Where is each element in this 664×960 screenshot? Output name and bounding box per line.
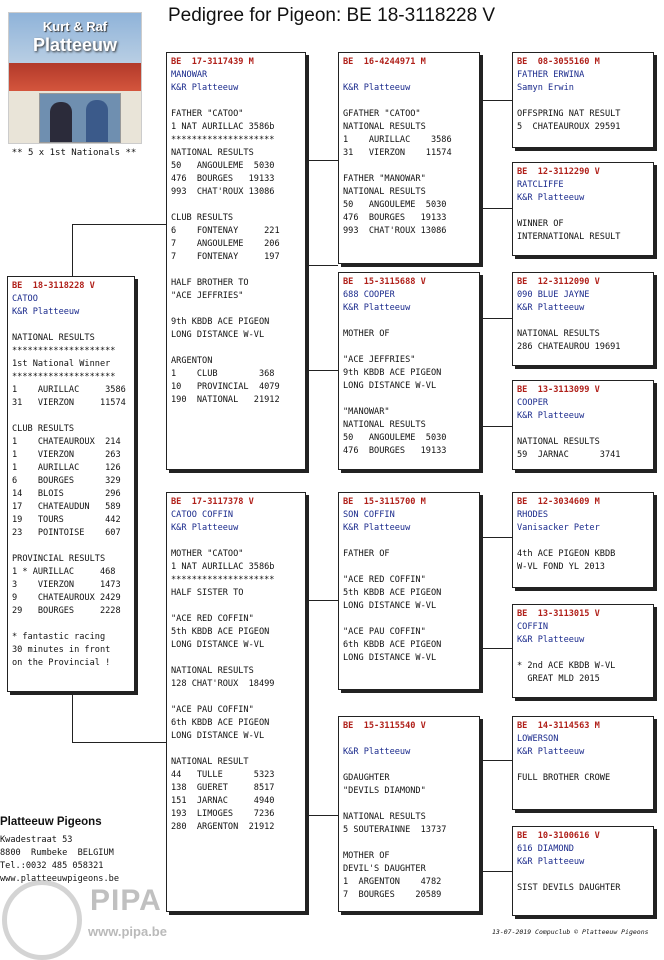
info-line: 286 CHATEAUROU 19691 <box>517 342 621 352</box>
info-line <box>12 410 130 423</box>
info-line: ******************** <box>171 135 275 145</box>
info-line: 476 BOURGES 19133 <box>343 213 447 223</box>
info-line <box>343 341 475 354</box>
info-line: 7 ANGOULEME 206 <box>171 239 280 249</box>
info-line: NATIONAL RESULTS <box>517 329 600 339</box>
info-line: "MANOWAR" <box>343 407 390 417</box>
info-line <box>517 535 649 548</box>
info-line <box>171 535 301 548</box>
info-line: WINNER OF <box>517 219 564 229</box>
info-line: 31 VIERZON 11574 <box>12 398 126 408</box>
pigeon-card-paternal-grandmother[interactable] <box>338 272 480 470</box>
info-line: NATIONAL RESULTS <box>343 420 426 430</box>
info-line: 29 BOURGES 2228 <box>12 606 121 616</box>
info-line: FATHER OF <box>343 549 390 559</box>
pipa-watermark-url: www.pipa.be <box>88 924 167 939</box>
pigeon-name: 688 COOPER <box>343 290 395 300</box>
pigeon-card-ggm-3[interactable] <box>512 604 654 698</box>
info-line <box>171 303 301 316</box>
info-line <box>343 393 475 406</box>
info-line: MOTHER OF <box>343 329 390 339</box>
pigeon-card-ggf-3[interactable] <box>512 492 654 588</box>
pigeon-name: MANOWAR <box>171 70 208 80</box>
tagline: ** 5 x 1st Nationals ** <box>11 148 137 158</box>
info-line <box>12 618 130 631</box>
logo-line2: Platteeuw <box>32 35 118 55</box>
info-line: 128 CHAT'ROUX 18499 <box>171 679 275 689</box>
info-line: MOTHER "CATOO" <box>171 549 244 559</box>
ring-number: BE 18-3118228 V <box>12 281 95 291</box>
info-line: 9th KBDB ACE PIGEON <box>171 317 270 327</box>
address-line: Kwadestraat 53 <box>0 835 73 845</box>
city-line: 8800 Rumbeke BELGIUM <box>0 848 114 858</box>
info-line: 50 ANGOULEME 5030 <box>343 433 447 443</box>
info-line: LONG DISTANCE W-VL <box>343 653 437 663</box>
info-line: 6 FONTENAY 221 <box>171 226 280 236</box>
info-line: "ACE JEFFRIES" <box>343 355 416 365</box>
ring-number: BE 12-3112290 V <box>517 167 600 177</box>
info-line: LONG DISTANCE W-VL <box>171 731 265 741</box>
info-line: 5th KBDB ACE PIGEON <box>171 627 270 637</box>
info-line: 1 ARGENTON 4782 <box>343 877 442 887</box>
info-line <box>343 759 475 772</box>
info-line: "ACE RED COFFIN" <box>171 614 254 624</box>
owner-name: K&R Platteeuw <box>343 83 411 93</box>
info-line: 50 ANGOULEME 5030 <box>171 161 275 171</box>
ring-number: BE 14-3114563 M <box>517 721 600 731</box>
info-line: 30 minutes in front <box>12 645 111 655</box>
pigeon-name: LOWERSON <box>517 734 559 744</box>
pigeon-card-subject[interactable] <box>7 276 135 692</box>
info-line: GREAT MLD 2015 <box>517 674 600 684</box>
info-line: ******************** <box>12 346 116 356</box>
info-line: 9th KBDB ACE PIGEON <box>343 368 442 378</box>
pigeon-name: CATOO <box>12 294 38 304</box>
info-line: on the Provincial ! <box>12 658 111 668</box>
info-line: 50 ANGOULEME 5030 <box>343 200 447 210</box>
info-line <box>343 95 475 108</box>
breeder-contact <box>0 816 160 886</box>
info-line: NATIONAL RESULTS <box>171 666 254 676</box>
info-line: 1 NAT AURILLAC 3586b <box>171 122 275 132</box>
pigeon-card-ggf-1[interactable] <box>512 52 654 148</box>
info-line: "ACE RED COFFIN" <box>343 575 426 585</box>
website-link[interactable]: www.platteeuwpigeons.be <box>0 874 119 884</box>
info-line: GDAUGHTER <box>343 773 390 783</box>
info-line: FATHER "CATOO" <box>171 109 244 119</box>
owner-name: K&R Platteeuw <box>517 747 585 757</box>
info-line: FULL BROTHER CROWE <box>517 773 611 783</box>
owner-name: K&R Platteeuw <box>171 83 239 93</box>
owner-name: K&R Platteeuw <box>517 411 585 421</box>
info-line: 10 PROVINCIAL 4079 <box>171 382 280 392</box>
pigeon-card-father[interactable] <box>166 52 306 470</box>
ring-number: BE 10-3100616 V <box>517 831 600 841</box>
info-line <box>171 652 301 665</box>
pigeon-name: CATOO COFFIN <box>171 510 234 520</box>
info-line: 17 CHATEAUDUN 589 <box>12 502 121 512</box>
info-line: NATIONAL RESULTS <box>517 437 600 447</box>
pigeon-card-maternal-grandfather[interactable] <box>338 492 480 690</box>
ring-number: BE 08-3055160 M <box>517 57 600 67</box>
pigeon-name <box>343 733 475 746</box>
info-line <box>517 647 649 660</box>
pigeon-name: SON COFFIN <box>343 510 395 520</box>
ring-number: BE 15-3115688 V <box>343 277 426 287</box>
pipa-watermark-emblem <box>2 880 82 960</box>
info-line: NATIONAL RESULTS <box>343 812 426 822</box>
pigeon-card-ggm-1[interactable] <box>512 162 654 256</box>
info-line <box>12 319 130 332</box>
pigeon-card-paternal-grandfather[interactable] <box>338 52 480 264</box>
info-line <box>343 160 475 173</box>
owner-name: K&R Platteeuw <box>343 747 411 757</box>
info-line: OFFSPRING NAT RESULT <box>517 109 621 119</box>
info-line: 1 NAT AURILLAC 3586b <box>171 562 275 572</box>
pigeon-name: COFFIN <box>517 622 549 632</box>
info-line <box>517 95 649 108</box>
breeders-photo <box>39 93 121 143</box>
pigeon-name: FATHER ERWINA <box>517 70 585 80</box>
info-line: LONG DISTANCE W-VL <box>343 381 437 391</box>
info-line: 3 VIERZON 1473 <box>12 580 121 590</box>
info-line: 7 BOURGES 20589 <box>343 890 442 900</box>
owner-name: Samyn Erwin <box>517 83 574 93</box>
info-line: ******************** <box>171 575 275 585</box>
pipa-watermark: PIPA <box>90 884 162 917</box>
pigeon-name: 090 BLUE JAYNE <box>517 290 590 300</box>
info-line <box>171 600 301 613</box>
info-line: * 2nd ACE KBDB W-VL <box>517 661 616 671</box>
info-line: 4th ACE PIGEON KBDB <box>517 549 616 559</box>
info-line: DEVIL'S DAUGHTER <box>343 864 426 874</box>
ring-number: BE 13-3113099 V <box>517 385 600 395</box>
info-line: 1 CHATEAUROUX 214 <box>12 437 121 447</box>
info-line: 6th KBDB ACE PIGEON <box>343 640 442 650</box>
pigeon-name <box>343 69 475 82</box>
ring-number: BE 17-3117439 M <box>171 57 254 67</box>
owner-name: K&R Platteeuw <box>12 307 80 317</box>
info-line: 5th KBDB ACE PIGEON <box>343 588 442 598</box>
info-line: 23 POINTOISE 607 <box>12 528 121 538</box>
ring-number: BE 15-3115540 V <box>343 721 426 731</box>
ring-number: BE 16-4244971 M <box>343 57 426 67</box>
info-line <box>517 759 649 772</box>
info-line <box>517 315 649 328</box>
info-line <box>517 423 649 436</box>
info-line: 1 AURILLAC 3586 <box>12 385 126 395</box>
info-line: CLUB RESULTS <box>12 424 75 434</box>
info-line: 5 CHATEAUROUX 29591 <box>517 122 621 132</box>
info-line: "ACE PAU COFFIN" <box>343 627 426 637</box>
phone-line: Tel.:0032 485 058321 <box>0 861 104 871</box>
info-line: 6 BOURGES 329 <box>12 476 121 486</box>
info-line: MOTHER OF <box>343 851 390 861</box>
info-line <box>343 613 475 626</box>
info-line: 190 NATIONAL 21912 <box>171 395 280 405</box>
info-line <box>12 540 130 553</box>
info-line: 476 BOURGES 19133 <box>343 446 447 456</box>
owner-name: K&R Platteeuw <box>171 523 239 533</box>
info-line: 14 BLOIS 296 <box>12 489 121 499</box>
owner-name: K&R Platteeuw <box>517 635 585 645</box>
info-line: 1 AURILLAC 3586 <box>343 135 452 145</box>
info-line: HALF BROTHER TO <box>171 278 249 288</box>
info-line <box>343 535 475 548</box>
info-line <box>343 315 475 328</box>
pigeon-card-ggf-2[interactable] <box>512 272 654 366</box>
info-line: 6th KBDB ACE PIGEON <box>171 718 270 728</box>
info-line <box>517 205 649 218</box>
info-line: 9 CHATEAUROUX 2429 <box>12 593 121 603</box>
info-line: LONG DISTANCE W-VL <box>171 640 265 650</box>
info-line: LONG DISTANCE W-VL <box>343 601 437 611</box>
ring-number: BE 13-3113015 V <box>517 609 600 619</box>
info-line <box>171 95 301 108</box>
info-line: GFATHER "CATOO" <box>343 109 421 119</box>
info-line: FATHER "MANOWAR" <box>343 174 426 184</box>
info-line: 138 GUERET 8517 <box>171 783 275 793</box>
info-line: 1 CLUB 368 <box>171 369 275 379</box>
info-line <box>517 869 649 882</box>
info-line: "ACE PAU COFFIN" <box>171 705 254 715</box>
owner-name: K&R Platteeuw <box>343 523 411 533</box>
info-line <box>343 798 475 811</box>
info-line <box>171 691 301 704</box>
info-line: 193 LIMOGES 7236 <box>171 809 275 819</box>
info-line: 31 VIERZON 11574 <box>343 148 452 158</box>
pigeon-name: RHODES <box>517 510 549 520</box>
info-line: NATIONAL RESULT <box>171 757 249 767</box>
pigeon-card-ggm-2[interactable] <box>512 380 654 470</box>
info-line: SIST DEVILS DAUGHTER <box>517 883 621 893</box>
pigeon-card-maternal-grandmother[interactable] <box>338 716 480 912</box>
breeder-logo <box>8 12 142 144</box>
info-line: HALF SISTER TO <box>171 588 244 598</box>
info-line: 151 JARNAC 4940 <box>171 796 275 806</box>
logo-line1: Kurt & Raf <box>42 19 108 34</box>
info-line: INTERNATIONAL RESULT <box>517 232 621 242</box>
info-line <box>343 837 475 850</box>
pigeon-card-ggm-4[interactable] <box>512 826 654 916</box>
info-line <box>171 743 301 756</box>
pigeon-name: RATCLIFFE <box>517 180 564 190</box>
info-line: 19 TOURS 442 <box>12 515 121 525</box>
owner-name: K&R Platteeuw <box>517 303 585 313</box>
owner-name: K&R Platteeuw <box>343 303 411 313</box>
info-line: * fantastic racing <box>12 632 106 642</box>
info-line: 59 JARNAC 3741 <box>517 450 621 460</box>
info-line: NATIONAL RESULTS <box>343 122 426 132</box>
info-line: 1 AURILLAC 126 <box>12 463 121 473</box>
info-line: 993 CHAT'ROUX 13086 <box>171 187 275 197</box>
info-line: 1st National Winner <box>12 359 111 369</box>
info-line: "ACE JEFFRIES" <box>171 291 244 301</box>
info-line <box>171 264 301 277</box>
info-line: 476 BOURGES 19133 <box>171 174 275 184</box>
info-line: "DEVILS DIAMOND" <box>343 786 426 796</box>
info-line: PROVINCIAL RESULTS <box>12 554 106 564</box>
pigeon-card-mother[interactable] <box>166 492 306 912</box>
info-line <box>343 561 475 574</box>
info-line: ******************** <box>12 372 116 382</box>
print-date: 13-07-2019 Compuclub © Platteeuw Pigeons <box>492 928 649 936</box>
ring-number: BE 12-3034609 M <box>517 497 600 507</box>
ring-number: BE 12-3112090 V <box>517 277 600 287</box>
info-line: CLUB RESULTS <box>171 213 234 223</box>
info-line: 1 VIERZON 263 <box>12 450 121 460</box>
info-line: 1 * AURILLAC 468 <box>12 567 116 577</box>
info-line: NATIONAL RESULTS <box>343 187 426 197</box>
info-line: 280 ARGENTON 21912 <box>171 822 275 832</box>
info-line <box>171 342 301 355</box>
page-title: Pedigree for Pigeon: BE 18-3118228 V <box>168 5 496 26</box>
info-line: NATIONAL RESULTS <box>171 148 254 158</box>
pigeon-name: 616 DIAMOND <box>517 844 574 854</box>
info-line: W-VL FOND YL 2013 <box>517 562 605 572</box>
pigeon-card-ggf-4[interactable] <box>512 716 654 810</box>
pigeon-name: COOPER <box>517 398 549 408</box>
info-line: LONG DISTANCE W-VL <box>171 330 265 340</box>
ring-number: BE 17-3117378 V <box>171 497 254 507</box>
info-line: 993 CHAT'ROUX 13086 <box>343 226 447 236</box>
owner-name: Vanisacker Peter <box>517 523 600 533</box>
owner-name: K&R Platteeuw <box>517 193 585 203</box>
info-line: 44 TULLE 5323 <box>171 770 275 780</box>
info-line: ARGENTON <box>171 356 213 366</box>
info-line <box>171 199 301 212</box>
owner-name: K&R Platteeuw <box>517 857 585 867</box>
ring-number: BE 15-3115700 M <box>343 497 426 507</box>
info-line: 7 FONTENAY 197 <box>171 252 280 262</box>
info-line: 5 SOUTERAINNE 13737 <box>343 825 447 835</box>
info-line: NATIONAL RESULTS <box>12 333 95 343</box>
breeder-name: Platteeuw Pigeons <box>0 816 102 828</box>
